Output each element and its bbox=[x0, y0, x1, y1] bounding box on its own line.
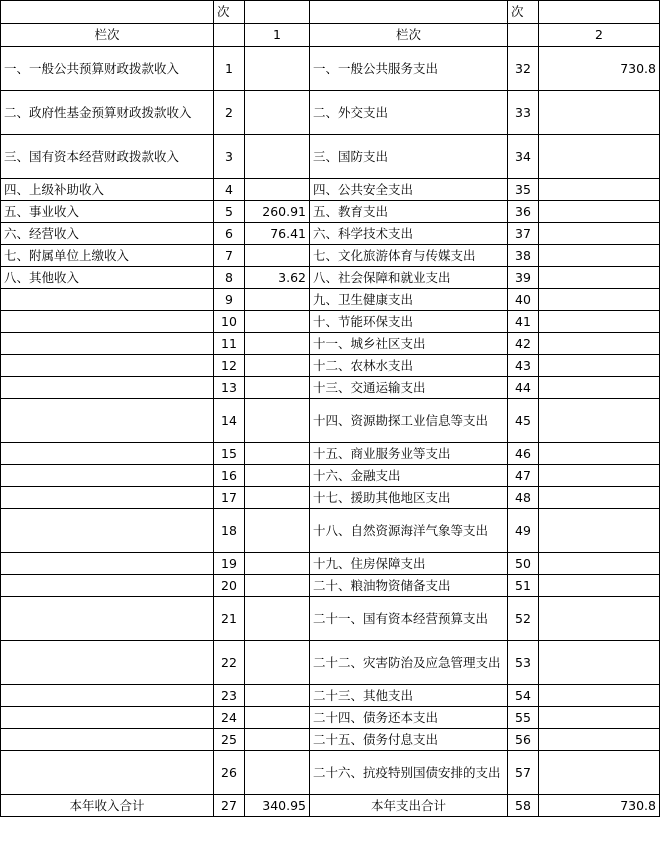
header-row-lanci bbox=[1, 24, 660, 47]
expense-label-cell: 十二、农林水支出 bbox=[310, 355, 508, 377]
expense-no-cell: 51 bbox=[508, 575, 539, 597]
expense-label-cell: 一、一般公共服务支出 bbox=[310, 47, 508, 91]
table-row bbox=[1, 91, 660, 135]
income-label-cell: 四、上级补助收入 bbox=[1, 179, 214, 201]
total-income-no: 27 bbox=[214, 795, 245, 817]
table-row bbox=[1, 509, 660, 553]
expense-label-cell: 二十、粮油物资储备支出 bbox=[310, 575, 508, 597]
income-value-cell bbox=[245, 91, 310, 135]
income-label-cell bbox=[1, 311, 214, 333]
income-value-cell bbox=[245, 333, 310, 355]
expense-value-cell bbox=[539, 135, 660, 179]
expense-no-cell: 49 bbox=[508, 509, 539, 553]
table-row bbox=[1, 487, 660, 509]
table-row bbox=[1, 399, 660, 443]
income-no-cell: 21 bbox=[214, 597, 245, 641]
expense-label-cell: 十一、城乡社区支出 bbox=[310, 333, 508, 355]
income-no-cell: 19 bbox=[214, 553, 245, 575]
expense-label-cell: 十五、商业服务业等支出 bbox=[310, 443, 508, 465]
income-value-cell bbox=[245, 465, 310, 487]
expense-value-cell bbox=[539, 575, 660, 597]
expense-value-cell bbox=[539, 289, 660, 311]
expense-no-cell: 35 bbox=[508, 179, 539, 201]
income-label-cell bbox=[1, 443, 214, 465]
total-income-label: 本年收入合计 bbox=[1, 795, 214, 817]
expense-no-cell: 40 bbox=[508, 289, 539, 311]
table-row bbox=[1, 553, 660, 575]
income-no-cell: 17 bbox=[214, 487, 245, 509]
expense-label-cell: 十四、资源勘探工业信息等支出 bbox=[310, 399, 508, 443]
header-blank-right bbox=[310, 1, 508, 24]
header-blank-val-right bbox=[539, 1, 660, 24]
table-row bbox=[1, 685, 660, 707]
expense-value-cell bbox=[539, 509, 660, 553]
income-label-cell bbox=[1, 509, 214, 553]
table-row bbox=[1, 597, 660, 641]
table-row bbox=[1, 575, 660, 597]
expense-label-cell: 十六、金融支出 bbox=[310, 465, 508, 487]
income-value-cell: 3.62 bbox=[245, 267, 310, 289]
income-label-cell bbox=[1, 377, 214, 399]
income-no-cell: 15 bbox=[214, 443, 245, 465]
table-row bbox=[1, 333, 660, 355]
income-no-cell: 12 bbox=[214, 355, 245, 377]
income-label-cell bbox=[1, 399, 214, 443]
expense-label-cell: 八、社会保障和就业支出 bbox=[310, 267, 508, 289]
income-label-cell bbox=[1, 575, 214, 597]
income-no-cell: 14 bbox=[214, 399, 245, 443]
income-value-cell bbox=[245, 685, 310, 707]
expense-value-cell bbox=[539, 179, 660, 201]
expense-value-cell bbox=[539, 553, 660, 575]
income-label-cell bbox=[1, 751, 214, 795]
income-label-cell: 六、经营收入 bbox=[1, 223, 214, 245]
income-value-cell bbox=[245, 289, 310, 311]
income-value-cell bbox=[245, 575, 310, 597]
expense-no-cell: 42 bbox=[508, 333, 539, 355]
expense-value-cell bbox=[539, 597, 660, 641]
expense-no-cell: 38 bbox=[508, 245, 539, 267]
table-row bbox=[1, 223, 660, 245]
income-no-cell: 9 bbox=[214, 289, 245, 311]
header-blank-no-left bbox=[214, 24, 245, 47]
expense-no-cell: 43 bbox=[508, 355, 539, 377]
income-no-cell: 1 bbox=[214, 47, 245, 91]
table-row bbox=[1, 355, 660, 377]
table-row bbox=[1, 465, 660, 487]
income-label-cell bbox=[1, 487, 214, 509]
income-value-cell bbox=[245, 311, 310, 333]
income-no-cell: 4 bbox=[214, 179, 245, 201]
income-value-cell bbox=[245, 179, 310, 201]
header-col2-num: 2 bbox=[539, 24, 660, 47]
expense-label-cell: 二十五、债务付息支出 bbox=[310, 729, 508, 751]
table-row bbox=[1, 729, 660, 751]
expense-label-cell: 十、节能环保支出 bbox=[310, 311, 508, 333]
table-row bbox=[1, 179, 660, 201]
table-row bbox=[1, 201, 660, 223]
header-blank-no-right bbox=[508, 24, 539, 47]
income-label-cell: 一、一般公共预算财政拨款收入 bbox=[1, 47, 214, 91]
total-income-value: 340.95 bbox=[245, 795, 310, 817]
income-no-cell: 20 bbox=[214, 575, 245, 597]
expense-label-cell: 二十二、灾害防治及应急管理支出 bbox=[310, 641, 508, 685]
income-no-cell: 6 bbox=[214, 223, 245, 245]
income-label-cell: 五、事业收入 bbox=[1, 201, 214, 223]
table-row bbox=[1, 641, 660, 685]
expense-no-cell: 33 bbox=[508, 91, 539, 135]
income-no-cell: 8 bbox=[214, 267, 245, 289]
expense-value-cell bbox=[539, 399, 660, 443]
table-row bbox=[1, 47, 660, 91]
income-label-cell bbox=[1, 707, 214, 729]
expense-no-cell: 56 bbox=[508, 729, 539, 751]
expense-no-cell: 39 bbox=[508, 267, 539, 289]
income-value-cell bbox=[245, 751, 310, 795]
expense-value-cell bbox=[539, 223, 660, 245]
income-value-cell bbox=[245, 707, 310, 729]
expense-label-cell: 二十一、国有资本经营预算支出 bbox=[310, 597, 508, 641]
income-value-cell bbox=[245, 509, 310, 553]
income-value-cell: 260.91 bbox=[245, 201, 310, 223]
expense-no-cell: 41 bbox=[508, 311, 539, 333]
expense-value-cell bbox=[539, 707, 660, 729]
expense-no-cell: 46 bbox=[508, 443, 539, 465]
income-no-cell: 16 bbox=[214, 465, 245, 487]
expense-label-cell: 十三、交通运输支出 bbox=[310, 377, 508, 399]
expense-label-cell: 五、教育支出 bbox=[310, 201, 508, 223]
income-value-cell bbox=[245, 135, 310, 179]
income-value-cell bbox=[245, 399, 310, 443]
income-no-cell: 13 bbox=[214, 377, 245, 399]
expense-value-cell bbox=[539, 685, 660, 707]
income-no-cell: 10 bbox=[214, 311, 245, 333]
income-value-cell bbox=[245, 553, 310, 575]
expense-label-cell: 九、卫生健康支出 bbox=[310, 289, 508, 311]
expense-label-cell: 二十四、债务还本支出 bbox=[310, 707, 508, 729]
expense-label-cell: 十八、自然资源海洋气象等支出 bbox=[310, 509, 508, 553]
income-no-cell: 26 bbox=[214, 751, 245, 795]
expense-value-cell bbox=[539, 333, 660, 355]
header-lanci-right: 栏次 bbox=[310, 24, 508, 47]
expense-label-cell: 三、国防支出 bbox=[310, 135, 508, 179]
income-no-cell: 22 bbox=[214, 641, 245, 685]
header-ci-right: 次 bbox=[508, 1, 539, 24]
income-label-cell bbox=[1, 333, 214, 355]
expense-value-cell bbox=[539, 245, 660, 267]
income-label-cell: 八、其他收入 bbox=[1, 267, 214, 289]
income-no-cell: 24 bbox=[214, 707, 245, 729]
header-lanci-left: 栏次 bbox=[1, 24, 214, 47]
income-no-cell: 25 bbox=[214, 729, 245, 751]
table-row bbox=[1, 135, 660, 179]
expense-value-cell bbox=[539, 751, 660, 795]
expense-label-cell: 六、科学技术支出 bbox=[310, 223, 508, 245]
table-row bbox=[1, 289, 660, 311]
income-no-cell: 11 bbox=[214, 333, 245, 355]
header-row-top bbox=[1, 1, 660, 24]
expense-value-cell bbox=[539, 377, 660, 399]
expense-value-cell bbox=[539, 641, 660, 685]
expense-no-cell: 47 bbox=[508, 465, 539, 487]
income-label-cell bbox=[1, 355, 214, 377]
expense-no-cell: 50 bbox=[508, 553, 539, 575]
income-label-cell bbox=[1, 641, 214, 685]
table-row bbox=[1, 751, 660, 795]
totals-row bbox=[1, 795, 660, 817]
income-label-cell bbox=[1, 289, 214, 311]
expense-no-cell: 53 bbox=[508, 641, 539, 685]
expense-value-cell bbox=[539, 267, 660, 289]
header-blank-left bbox=[1, 1, 214, 24]
expense-value-cell: 730.8 bbox=[539, 47, 660, 91]
income-value-cell bbox=[245, 245, 310, 267]
expense-no-cell: 54 bbox=[508, 685, 539, 707]
expense-no-cell: 45 bbox=[508, 399, 539, 443]
expense-label-cell: 七、文化旅游体育与传媒支出 bbox=[310, 245, 508, 267]
income-no-cell: 18 bbox=[214, 509, 245, 553]
total-expense-no: 58 bbox=[508, 795, 539, 817]
expense-label-cell: 二十六、抗疫特别国债安排的支出 bbox=[310, 751, 508, 795]
income-value-cell bbox=[245, 487, 310, 509]
income-value-cell bbox=[245, 641, 310, 685]
income-no-cell: 2 bbox=[214, 91, 245, 135]
table-row bbox=[1, 267, 660, 289]
income-no-cell: 7 bbox=[214, 245, 245, 267]
expense-label-cell: 二、外交支出 bbox=[310, 91, 508, 135]
expense-no-cell: 55 bbox=[508, 707, 539, 729]
expense-value-cell bbox=[539, 465, 660, 487]
income-no-cell: 3 bbox=[214, 135, 245, 179]
table-row bbox=[1, 377, 660, 399]
income-no-cell: 5 bbox=[214, 201, 245, 223]
income-value-cell bbox=[245, 377, 310, 399]
income-value-cell bbox=[245, 597, 310, 641]
table-row bbox=[1, 443, 660, 465]
income-label-cell bbox=[1, 597, 214, 641]
table-row bbox=[1, 311, 660, 333]
expense-no-cell: 36 bbox=[508, 201, 539, 223]
header-ci-left: 次 bbox=[214, 1, 245, 24]
expense-no-cell: 34 bbox=[508, 135, 539, 179]
expense-no-cell: 37 bbox=[508, 223, 539, 245]
table-row bbox=[1, 707, 660, 729]
income-label-cell bbox=[1, 553, 214, 575]
header-blank-val-left bbox=[245, 1, 310, 24]
expense-value-cell bbox=[539, 443, 660, 465]
expense-label-cell: 十九、住房保障支出 bbox=[310, 553, 508, 575]
expense-no-cell: 44 bbox=[508, 377, 539, 399]
expense-value-cell bbox=[539, 487, 660, 509]
income-value-cell bbox=[245, 47, 310, 91]
income-label-cell: 二、政府性基金预算财政拨款收入 bbox=[1, 91, 214, 135]
expense-no-cell: 52 bbox=[508, 597, 539, 641]
expense-label-cell: 四、公共安全支出 bbox=[310, 179, 508, 201]
income-value-cell bbox=[245, 729, 310, 751]
expense-value-cell bbox=[539, 355, 660, 377]
income-value-cell bbox=[245, 443, 310, 465]
income-no-cell: 23 bbox=[214, 685, 245, 707]
table-row bbox=[1, 245, 660, 267]
income-label-cell: 三、国有资本经营财政拨款收入 bbox=[1, 135, 214, 179]
income-label-cell bbox=[1, 729, 214, 751]
income-label-cell bbox=[1, 465, 214, 487]
expense-value-cell bbox=[539, 729, 660, 751]
expense-no-cell: 32 bbox=[508, 47, 539, 91]
expense-value-cell bbox=[539, 91, 660, 135]
expense-value-cell bbox=[539, 311, 660, 333]
header-col1-num: 1 bbox=[245, 24, 310, 47]
total-expense-label: 本年支出合计 bbox=[310, 795, 508, 817]
income-label-cell bbox=[1, 685, 214, 707]
expense-label-cell: 十七、援助其他地区支出 bbox=[310, 487, 508, 509]
expense-no-cell: 48 bbox=[508, 487, 539, 509]
income-label-cell: 七、附属单位上缴收入 bbox=[1, 245, 214, 267]
expense-value-cell bbox=[539, 201, 660, 223]
income-value-cell: 76.41 bbox=[245, 223, 310, 245]
expense-no-cell: 57 bbox=[508, 751, 539, 795]
total-expense-value: 730.8 bbox=[539, 795, 660, 817]
expense-label-cell: 二十三、其他支出 bbox=[310, 685, 508, 707]
income-value-cell bbox=[245, 355, 310, 377]
